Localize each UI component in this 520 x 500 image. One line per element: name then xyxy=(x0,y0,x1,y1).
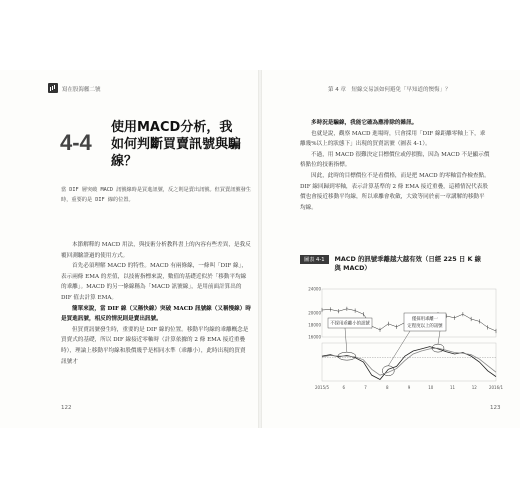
figure-tag: 圖表 4-1 xyxy=(300,255,329,264)
page-number-right: 123 xyxy=(490,405,501,411)
annotation-text: 定程度以上的訊號 xyxy=(407,324,443,329)
x-tick-label: 9 xyxy=(407,385,411,390)
x-tick-label: 8 xyxy=(385,385,389,390)
paragraph: 也就是說，觀察 MACD 進場時，只會採用「DIF 線距離零軸上下，乖離幾%以上的狀態下」出現的買賣訊號（圖表 4-1）。 xyxy=(300,130,486,148)
macd-chart xyxy=(300,285,504,395)
price-tick-label: 20000 xyxy=(308,310,321,316)
left-page xyxy=(0,70,258,428)
x-tick-label: 2015/5 xyxy=(314,385,330,390)
chapter-title: 使用MACD分析，我如何判斷買賣訊號與騙線？ xyxy=(111,120,242,169)
chapter-intro: 當 DIF 層突破 MACD 訊號線時是買進訊號，反之則是賣出訊號。但買賣訊號發生時，重要的是 DIF 線的位置。 xyxy=(61,187,251,203)
bar-chart-icon xyxy=(48,83,58,93)
dif-line xyxy=(322,347,496,380)
paragraph: 但買賣訊號發生時，重要的是 DIF 線的位置。移動平均線的乖離概念是買賣式的基礎，所以 DIF 線接近零軸時（計算依據的 2 條 EMA 接近重疊時），理論上移動平均線和股價幾乎是相同水準（乖離小），此時出現的買賣訊號才 xyxy=(61,326,249,365)
paragraph: 首先必須理解 MACD 的特性。MACD 有兩條線，一條叫「DIF 線」，表示兩條 EMA 的差值，以技術指標來說，數值的基礎近似於「移動平均線的乖離」。MACD 的另一條線稱為「MACD 訊號線」，是用前面計算出的 DIF 值去計算 EMA。 xyxy=(61,263,248,301)
page-number-left: 122 xyxy=(61,405,72,411)
paragraph-bold: 簡單來說，當 DIF 線（又稱快線）突破 MACD 訊號線（又稱慢線）時是買進訊號，相反的情況則是賣出訊號。 xyxy=(61,305,251,323)
running-head-left: 寫在股海艦二號 xyxy=(62,87,101,93)
paragraph: 本節解釋的 MACD 用法，與技術分析教科書上的內容有些差異，是我反覆回測驗證過的使用方式。 xyxy=(61,242,251,259)
x-tick-label: 12 xyxy=(471,385,477,390)
x-tick-label: 10 xyxy=(428,385,434,390)
price-tick-label: 18000 xyxy=(308,322,321,328)
right-page xyxy=(262,70,520,428)
paragraph: 不過，用 MACD 很難決定目標價位或停損點，因為 MACD 不是顯示價格點位的技術指標。 xyxy=(300,151,490,169)
running-head-right: 第 4 章 短線交易該如何避免「早知道的懊悔」？ xyxy=(328,87,451,93)
x-tick-label: 2016/1 xyxy=(488,385,504,390)
annotation-text: 不採用乖離小的訊號 xyxy=(330,321,370,327)
macd-chart-svg xyxy=(300,285,504,395)
macd-panel-frame xyxy=(322,343,496,381)
x-tick-label: 6 xyxy=(342,385,346,390)
chapter-number: 4-4 xyxy=(60,130,92,155)
price-tick-label: 24000 xyxy=(308,286,321,292)
annotation-leader xyxy=(438,331,440,344)
figure-caption: MACD 的訊號乖離越大越有效（日經 225 日 K 線與 MACD） xyxy=(334,255,482,272)
annotation-leader xyxy=(345,328,347,352)
x-tick-label: 7 xyxy=(364,385,367,390)
annotation-text: 僅採用乖離一 xyxy=(411,317,439,322)
paragraph-bold: 多時況是騙線，我能它確為應排除的雜訊。 xyxy=(311,120,418,126)
paragraph: 因此，此時的目標價位不是看價格，而是把 MACD 的零軸當作檢查點。DIF 線回歸到零軸，表示計算基準的 2 條 EMA 接近重疊，這種情況代表股價也會接近移動平均線，所以乖離會收斂，大致等同於前一章講解的移動平均線。 xyxy=(300,172,490,211)
right-body xyxy=(300,118,490,213)
price-tick-label: 16000 xyxy=(308,334,321,340)
annotation-leader xyxy=(388,331,410,366)
left-body xyxy=(61,240,251,367)
x-tick-label: 11 xyxy=(449,385,456,390)
figure-label xyxy=(300,255,485,273)
